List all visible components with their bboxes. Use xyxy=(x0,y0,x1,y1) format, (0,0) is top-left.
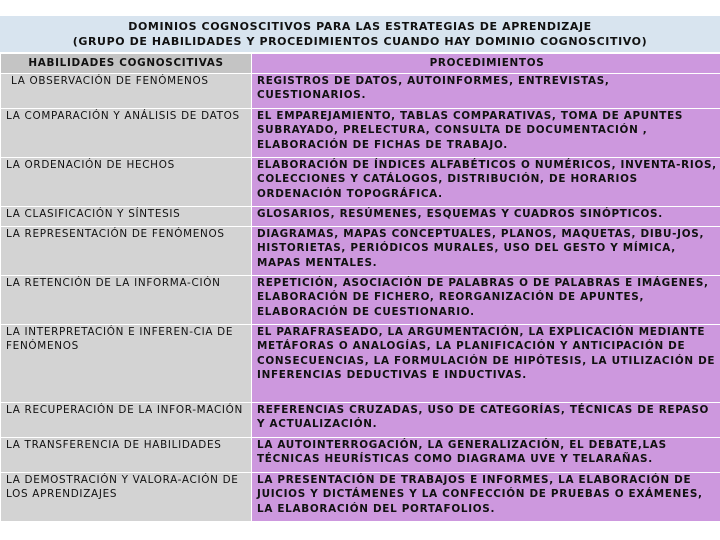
strategies-table xyxy=(0,53,720,522)
table-row xyxy=(1,74,720,108)
skill-cell: LA ORDENACIÓN DE HECHOS xyxy=(1,158,251,206)
procedure-cell: EL EMPAREJAMIENTO, TABLAS COMPARATIVAS, TOMA DE APUNTES SUBRAYADO, PRELECTURA, CONSULTA DE DOCUMENTACIÓN , ELABORACIÓN DE FICHAS DE TRABAJO. xyxy=(252,109,720,157)
skill-cell: LA INTERPRETACIÓN E INFEREN-CIA DE FENÓMENOS xyxy=(1,325,251,402)
skill-cell: LA COMPARACIÓN Y ANÁLISIS DE DATOS xyxy=(1,109,251,157)
procedure-cell: EL PARAFRASEADO, LA ARGUMENTACIÓN, LA EXPLICACIÓN MEDIANTE METÁFORAS O ANALOGÍAS, LA PLANIFICACIÓN Y ANTICIPACIÓN DE CONSECUENCIAS, LA FORMULACIÓN DE HIPÓTESIS, LA UTILIZACIÓN DE INFERENCIAS DEDUCTIVAS E INDUCTIVAS. xyxy=(252,325,720,402)
procedure-cell: LA PRESENTACIÓN DE TRABAJOS E INFORMES, LA ELABORACIÓN DE JUICIOS Y DICTÁMENES Y LA CONFECCIÓN DE PRUEBAS O EXÁMENES, LA ELABORACIÓN DEL PORTAFOLIOS. xyxy=(252,473,720,521)
procedure-cell: GLOSARIOS, RESÚMENES, ESQUEMAS Y CUADROS SINÓPTICOS. xyxy=(252,207,720,226)
table-row xyxy=(1,109,720,157)
table-row xyxy=(1,227,720,275)
skill-cell: LA RECUPERACIÓN DE LA INFOR-MACIÓN xyxy=(1,403,251,437)
skill-cell: LA DEMOSTRACIÓN Y VALORA-ACIÓN DE LOS APRENDIZAJES xyxy=(1,473,251,521)
procedure-cell: REGISTROS DE DATOS, AUTOINFORMES, ENTREVISTAS, CUESTIONARIOS. xyxy=(252,74,720,108)
header-skills: HABILIDADES COGNOSCITIVAS xyxy=(1,54,251,73)
page-title xyxy=(0,16,720,52)
table-row xyxy=(1,276,720,324)
skill-cell: LA OBSERVACIÓN DE FENÓMENOS xyxy=(1,74,251,108)
title-line-1: DOMINIOS COGNOSCITIVOS PARA LAS ESTRATEGIAS DE APRENDIZAJE xyxy=(128,20,592,33)
table-row xyxy=(1,403,720,437)
skill-cell: LA TRANSFERENCIA DE HABILIDADES xyxy=(1,438,251,472)
table-row xyxy=(1,158,720,206)
procedure-cell: ELABORACIÓN DE ÍNDICES ALFABÉTICOS O NUMÉRICOS, INVENTA-RIOS, COLECCIONES Y CATÁLOGOS, DISTRIBUCIÓN, DE HORARIOS ORDENACIÓN TOPOGRÁFICA. xyxy=(252,158,720,206)
table-header-row xyxy=(1,54,720,73)
table-row xyxy=(1,473,720,521)
table-row xyxy=(1,207,720,226)
table-row xyxy=(1,438,720,472)
table-row xyxy=(1,325,720,402)
skill-cell: LA RETENCIÓN DE LA INFORMA-CIÓN xyxy=(1,276,251,324)
procedure-cell: REPETICIÓN, ASOCIACIÓN DE PALABRAS O DE PALABRAS E IMÁGENES, ELABORACIÓN DE FICHERO, REORGANIZACIÓN DE APUNTES, ELABORACIÓN DE CUESTIONARIO. xyxy=(252,276,720,324)
title-line-2: (GRUPO DE HABILIDADES Y PROCEDIMIENTOS CUANDO HAY DOMINIO COGNOSCITIVO) xyxy=(72,35,648,48)
skill-cell: LA CLASIFICACIÓN Y SÍNTESIS xyxy=(1,207,251,226)
procedure-cell: REFERENCIAS CRUZADAS, USO DE CATEGORÍAS, TÉCNICAS DE REPASO Y ACTUALIZACIÓN. xyxy=(252,403,720,437)
procedure-cell: LA AUTOINTERROGACIÓN, LA GENERALIZACIÓN, EL DEBATE,LAS TÉCNICAS HEURÍSTICAS COMO DIAGRAMA UVE Y TELARAÑAS. xyxy=(252,438,720,472)
skill-cell: LA REPRESENTACIÓN DE FENÓMENOS xyxy=(1,227,251,275)
procedure-cell: DIAGRAMAS, MAPAS CONCEPTUALES, PLANOS, MAQUETAS, DIBU-JOS, HISTORIETAS, PERIÓDICOS MURALES, USO DEL GESTO Y MÍMICA, MAPAS MENTALES. xyxy=(252,227,720,275)
header-procedures: PROCEDIMIENTOS xyxy=(252,54,720,73)
